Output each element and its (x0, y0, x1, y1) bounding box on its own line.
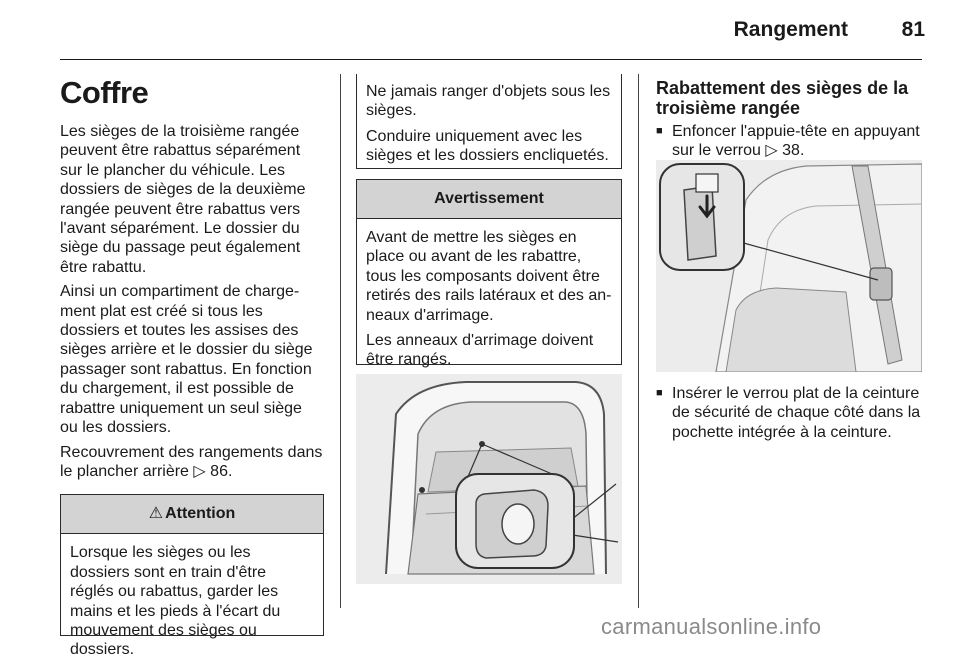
column-3 (656, 78, 922, 165)
running-header-title: Rangement (733, 18, 848, 41)
note-drive-locked: Conduire uniquement avec les sièges et les dossiers encliquetés. (366, 127, 609, 165)
page-ref-link[interactable]: 86. (210, 462, 233, 480)
page-ref-icon: ▷ (765, 142, 778, 160)
section-heading-third-row: Rabattement des sièges de la troisième rangée (656, 78, 909, 118)
instruction-list-1 (656, 122, 922, 161)
warning-paragraph-1: Avant de mettre les sièges en place ou avant de les rabattre, tous les composants doivent être retirés des rails latéraux et des anneaux d'arrimage. (366, 229, 612, 324)
attention-box (60, 494, 324, 659)
note-no-objects: Ne jamais ranger d'objets sous les sièges. (366, 83, 611, 120)
column-2 (356, 74, 622, 369)
warning-continued-body (357, 74, 621, 178)
warning-paragraph-2: Les anneaux d'arrimage doivent être rangés. (366, 332, 594, 369)
avertissement-box-body (357, 219, 621, 382)
page-ref-icon: ▷ (193, 462, 206, 480)
paragraph-flat-load: Ainsi un compartiment de chargement plat est créé si tous les dossiers et toutes les assises des sièges arrière et le dossier du siège passager sont rabattus. En fonction du chargement, il est possible de rabattre uniquement un seul siège ou les dossiers. (60, 283, 313, 437)
page-number: 81 (901, 18, 925, 41)
instruction-list-2 (656, 384, 922, 442)
instruction-insert-belt: ■ Insérer le verrou plat de la ceinture de sécurité de chaque côté dans la pochette intégrée à la ceinture. (656, 384, 922, 442)
attention-text: Lorsque les sièges ou les dossiers sont en train d'être réglés ou rabattus, garder les mains et les pieds à l'écart du mouvement des sièges ou dossiers. (70, 544, 281, 659)
avertissement-box-header: Avertissement (357, 180, 621, 219)
warning-triangle-icon: ⚠ (148, 505, 164, 523)
column-1 (60, 75, 324, 659)
trunk-drawing (356, 374, 622, 584)
paragraph-seats: Les sièges de la troisième rangée peuvent être rabattus séparément sur le plancher du véhicule. Les dossiers de sièges de la deuxième rangée peuvent être rabattus vers l'avant séparément. Le dossier du siège du passage peut également être rabattu. (60, 123, 306, 276)
floor-storage-text: Recouvrement des rangements dans le plancher arrière (60, 443, 323, 480)
column-3-lower (656, 384, 922, 446)
section-heading-coffre: Coffre (60, 75, 149, 110)
header-rule (60, 59, 922, 60)
instruction-push-headrest-text: Enfoncer l'appuie-tête en appuyant sur le verrou (672, 123, 920, 160)
page-ref-link[interactable]: 38. (782, 142, 805, 160)
seat-drawing (656, 160, 922, 372)
attention-title: Attention (165, 505, 236, 523)
paragraph-floor-storage (60, 443, 324, 482)
trunk-illustration (356, 374, 622, 584)
seat-illustration (656, 160, 922, 372)
avertissement-box (356, 179, 622, 369)
attention-box-header (61, 495, 323, 534)
watermark: carmanualsonline.info (601, 614, 822, 639)
column-divider-2 (638, 74, 639, 608)
column-divider-1 (340, 74, 341, 608)
instruction-push-headrest (656, 122, 922, 161)
attention-box-body (61, 534, 323, 671)
warning-continued-box (356, 74, 622, 169)
